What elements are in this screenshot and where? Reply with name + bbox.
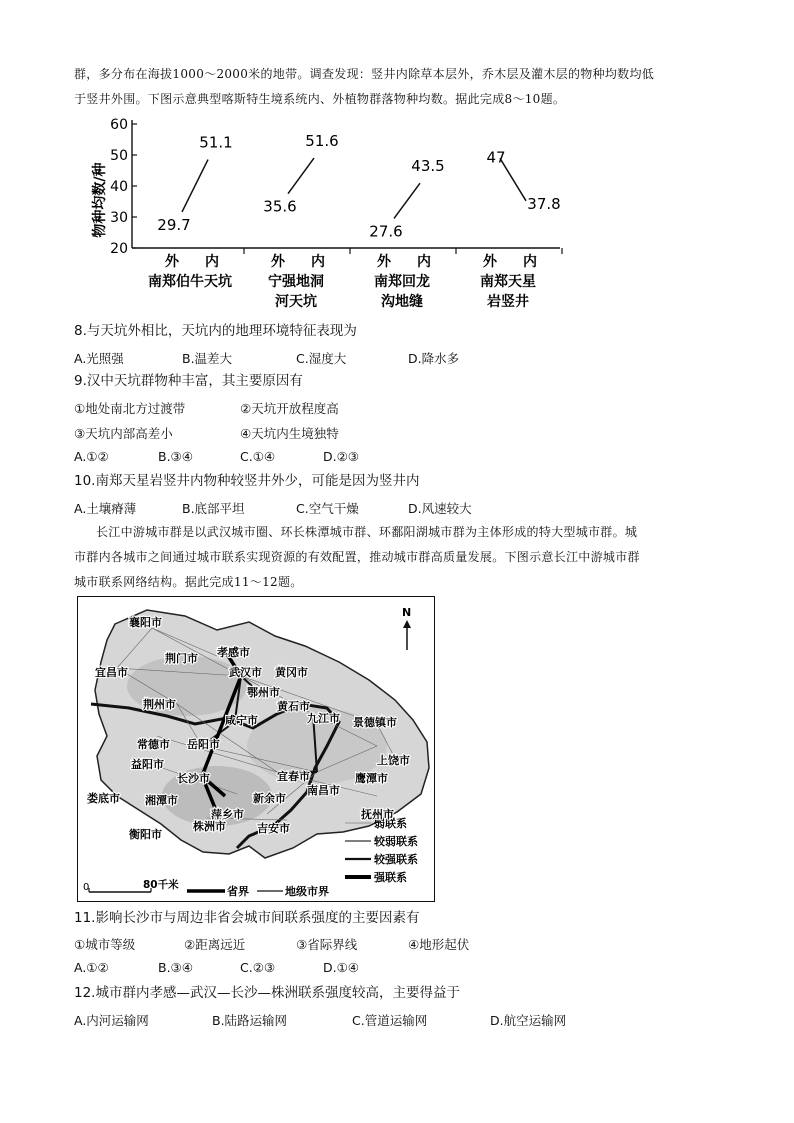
site-name: 南郑回龙 (374, 274, 430, 290)
data-label-outside: 27.6 (369, 222, 403, 241)
y-tick-label: 60 (110, 117, 128, 133)
x-tick-label-inside: 内 (205, 254, 219, 270)
intro-paragraph-line: 长江中游城市群是以武汉城市圈、环长株潭城市群、环鄱阳湖城市群为主体形成的特大型城市群。城 (96, 525, 638, 539)
city-label: 宜春市 (277, 770, 310, 783)
question-10-option-b[interactable]: B.底部平坦 (182, 501, 245, 516)
y-tick-label: 20 (110, 241, 128, 257)
city-label: 咸宁市 (225, 714, 258, 727)
city-label: 黄石市 (277, 700, 310, 713)
question-12-stem: 12.城市群内孝感—武汉—长沙—株洲联系强度较高，主要得益于 (74, 985, 460, 1001)
question-10-option-d[interactable]: D.风速较大 (408, 501, 472, 516)
intro-paragraph-line: 城市联系网络结构。据此完成11～12题。 (74, 575, 303, 589)
data-label-outside: 29.7 (157, 215, 191, 234)
city-label: 孝感市 (217, 646, 250, 659)
question-8-stem: 8.与天坑外相比，天坑内的地理环境特征表现为 (74, 323, 357, 339)
city-network-map (77, 596, 435, 902)
legend-stronger: 较强联系 (374, 853, 418, 866)
question-12-option-c[interactable]: C.管道运输网 (352, 1013, 428, 1028)
question-11-option-a[interactable]: A.①② (74, 960, 109, 975)
city-label: 鹰潭市 (355, 772, 388, 785)
question-10-stem: 10.南郑天星岩竖井内物种较竖井外少，可能是因为竖井内 (74, 473, 420, 489)
question-12-option-d[interactable]: D.航空运输网 (490, 1013, 567, 1028)
city-label: 荆州市 (143, 698, 176, 711)
site-name: 河天坑 (275, 294, 317, 310)
x-tick-label-inside: 内 (311, 254, 325, 270)
intro-paragraph-line: 市群内各城市之间通过城市联系实现资源的有效配置，推动城市群高质量发展。下图示意长江中游城市群 (74, 550, 640, 564)
intro-paragraph-line: 群，多分布在海拔1000～2000米的地带。调查发现：竖井内除草本层外，乔木层及灌木层的物种均数均低 (74, 67, 655, 81)
city-label: 黄冈市 (275, 666, 308, 679)
x-tick-label-outside: 外 (377, 254, 391, 270)
question-11-statement-3: ③省际界线 (296, 937, 358, 952)
city-label: 衡阳市 (129, 828, 162, 841)
data-label-outside: 47 (486, 148, 506, 167)
city-label: 株洲市 (193, 820, 226, 833)
city-label: 景德镇市 (353, 716, 397, 729)
city-label: 上饶市 (377, 754, 410, 767)
city-label: 武汉市 (229, 666, 262, 679)
site-name: 沟地缝 (381, 294, 423, 310)
legend-prefecture: 地级市界 (285, 885, 329, 898)
data-label-inside: 51.6 (305, 132, 339, 151)
question-9-statement-4: ④天坑内生境独特 (240, 426, 339, 441)
question-8-option-a[interactable]: A.光照强 (74, 351, 124, 366)
y-tick-label: 40 (110, 179, 128, 195)
question-10-option-a[interactable]: A.土壤瘠薄 (74, 501, 137, 516)
question-9-option-a[interactable]: A.①② (74, 449, 109, 464)
site-name: 宁强地洞 (268, 274, 324, 290)
question-9-statement-2: ②天坑开放程度高 (240, 401, 339, 416)
x-tick-label-inside: 内 (417, 254, 431, 270)
question-8-option-b[interactable]: B.温差大 (182, 351, 233, 366)
city-label: 益阳市 (131, 758, 164, 771)
species-chart (86, 112, 566, 317)
scale-zero: 0 (83, 882, 90, 893)
question-8-option-d[interactable]: D.降水多 (408, 351, 460, 366)
city-label: 常德市 (137, 738, 170, 751)
data-label-inside: 37.8 (527, 194, 561, 213)
city-label: 岳阳市 (187, 738, 220, 751)
legend-province: 省界 (227, 885, 249, 898)
y-axis-label: 物种均数/种 (92, 162, 108, 238)
legend-strong: 强联系 (374, 871, 407, 884)
site-name: 南郑天星 (480, 274, 536, 290)
city-label: 宜昌市 (95, 666, 128, 679)
city-label: 长沙市 (177, 772, 210, 785)
y-tick-label: 30 (110, 210, 128, 226)
question-11-option-c[interactable]: C.②③ (240, 960, 276, 975)
y-tick-label: 50 (110, 148, 128, 164)
legend-weak: 弱联系 (374, 817, 407, 830)
question-9-option-d[interactable]: D.②③ (323, 449, 360, 464)
city-label: 吉安市 (257, 822, 290, 835)
question-11-statement-2: ②距离远近 (184, 937, 246, 952)
data-label-inside: 43.5 (411, 157, 445, 176)
north-label: N (402, 606, 412, 619)
question-9-stem: 9.汉中天坑群物种丰富，其主要原因有 (74, 373, 303, 389)
x-tick-label-outside: 外 (483, 254, 497, 270)
data-label-inside: 51.1 (199, 133, 233, 152)
city-label: 南昌市 (307, 784, 340, 797)
intro-paragraph-line: 于竖井外围。下图示意典型喀斯特生境系统内、外植物群落物种均数。据此完成8～10题。 (74, 92, 566, 106)
question-9-option-c[interactable]: C.①④ (240, 449, 276, 464)
question-10-option-c[interactable]: C.空气干燥 (296, 501, 359, 516)
question-8-option-c[interactable]: C.湿度大 (296, 351, 347, 366)
city-label: 新余市 (253, 792, 286, 805)
question-11-option-b[interactable]: B.③④ (158, 960, 193, 975)
scale-label: 80千米 (143, 879, 179, 891)
question-12-option-b[interactable]: B.陆路运输网 (212, 1013, 288, 1028)
question-12-option-a[interactable]: A.内河运输网 (74, 1013, 149, 1028)
question-9-statement-1: ①地处南北方过渡带 (74, 401, 186, 416)
city-label: 襄阳市 (129, 616, 162, 629)
city-label: 鄂州市 (247, 686, 280, 699)
city-label: 九江市 (307, 712, 340, 725)
site-name: 南郑伯牛天坑 (148, 274, 232, 290)
question-11-statement-1: ①城市等级 (74, 937, 136, 952)
question-11-statement-4: ④地形起伏 (408, 937, 470, 952)
legend-weaker: 较弱联系 (374, 835, 418, 848)
site-name: 岩竖井 (487, 294, 529, 310)
data-label-outside: 35.6 (263, 197, 297, 216)
question-11-stem: 11.影响长沙市与周边非省会城市间联系强度的主要因素有 (74, 910, 420, 926)
city-label: 湘潭市 (145, 794, 178, 807)
city-label: 荆门市 (165, 652, 198, 665)
question-9-statement-3: ③天坑内部高差小 (74, 426, 173, 441)
city-label: 娄底市 (87, 792, 120, 805)
city-label: 抚州市 (361, 808, 394, 821)
question-11-option-d[interactable]: D.①④ (323, 960, 360, 975)
x-tick-label-outside: 外 (165, 254, 179, 270)
city-label: 萍乡市 (211, 808, 244, 821)
x-tick-label-outside: 外 (271, 254, 285, 270)
question-9-option-b[interactable]: B.③④ (158, 449, 193, 464)
x-tick-label-inside: 内 (523, 254, 537, 270)
